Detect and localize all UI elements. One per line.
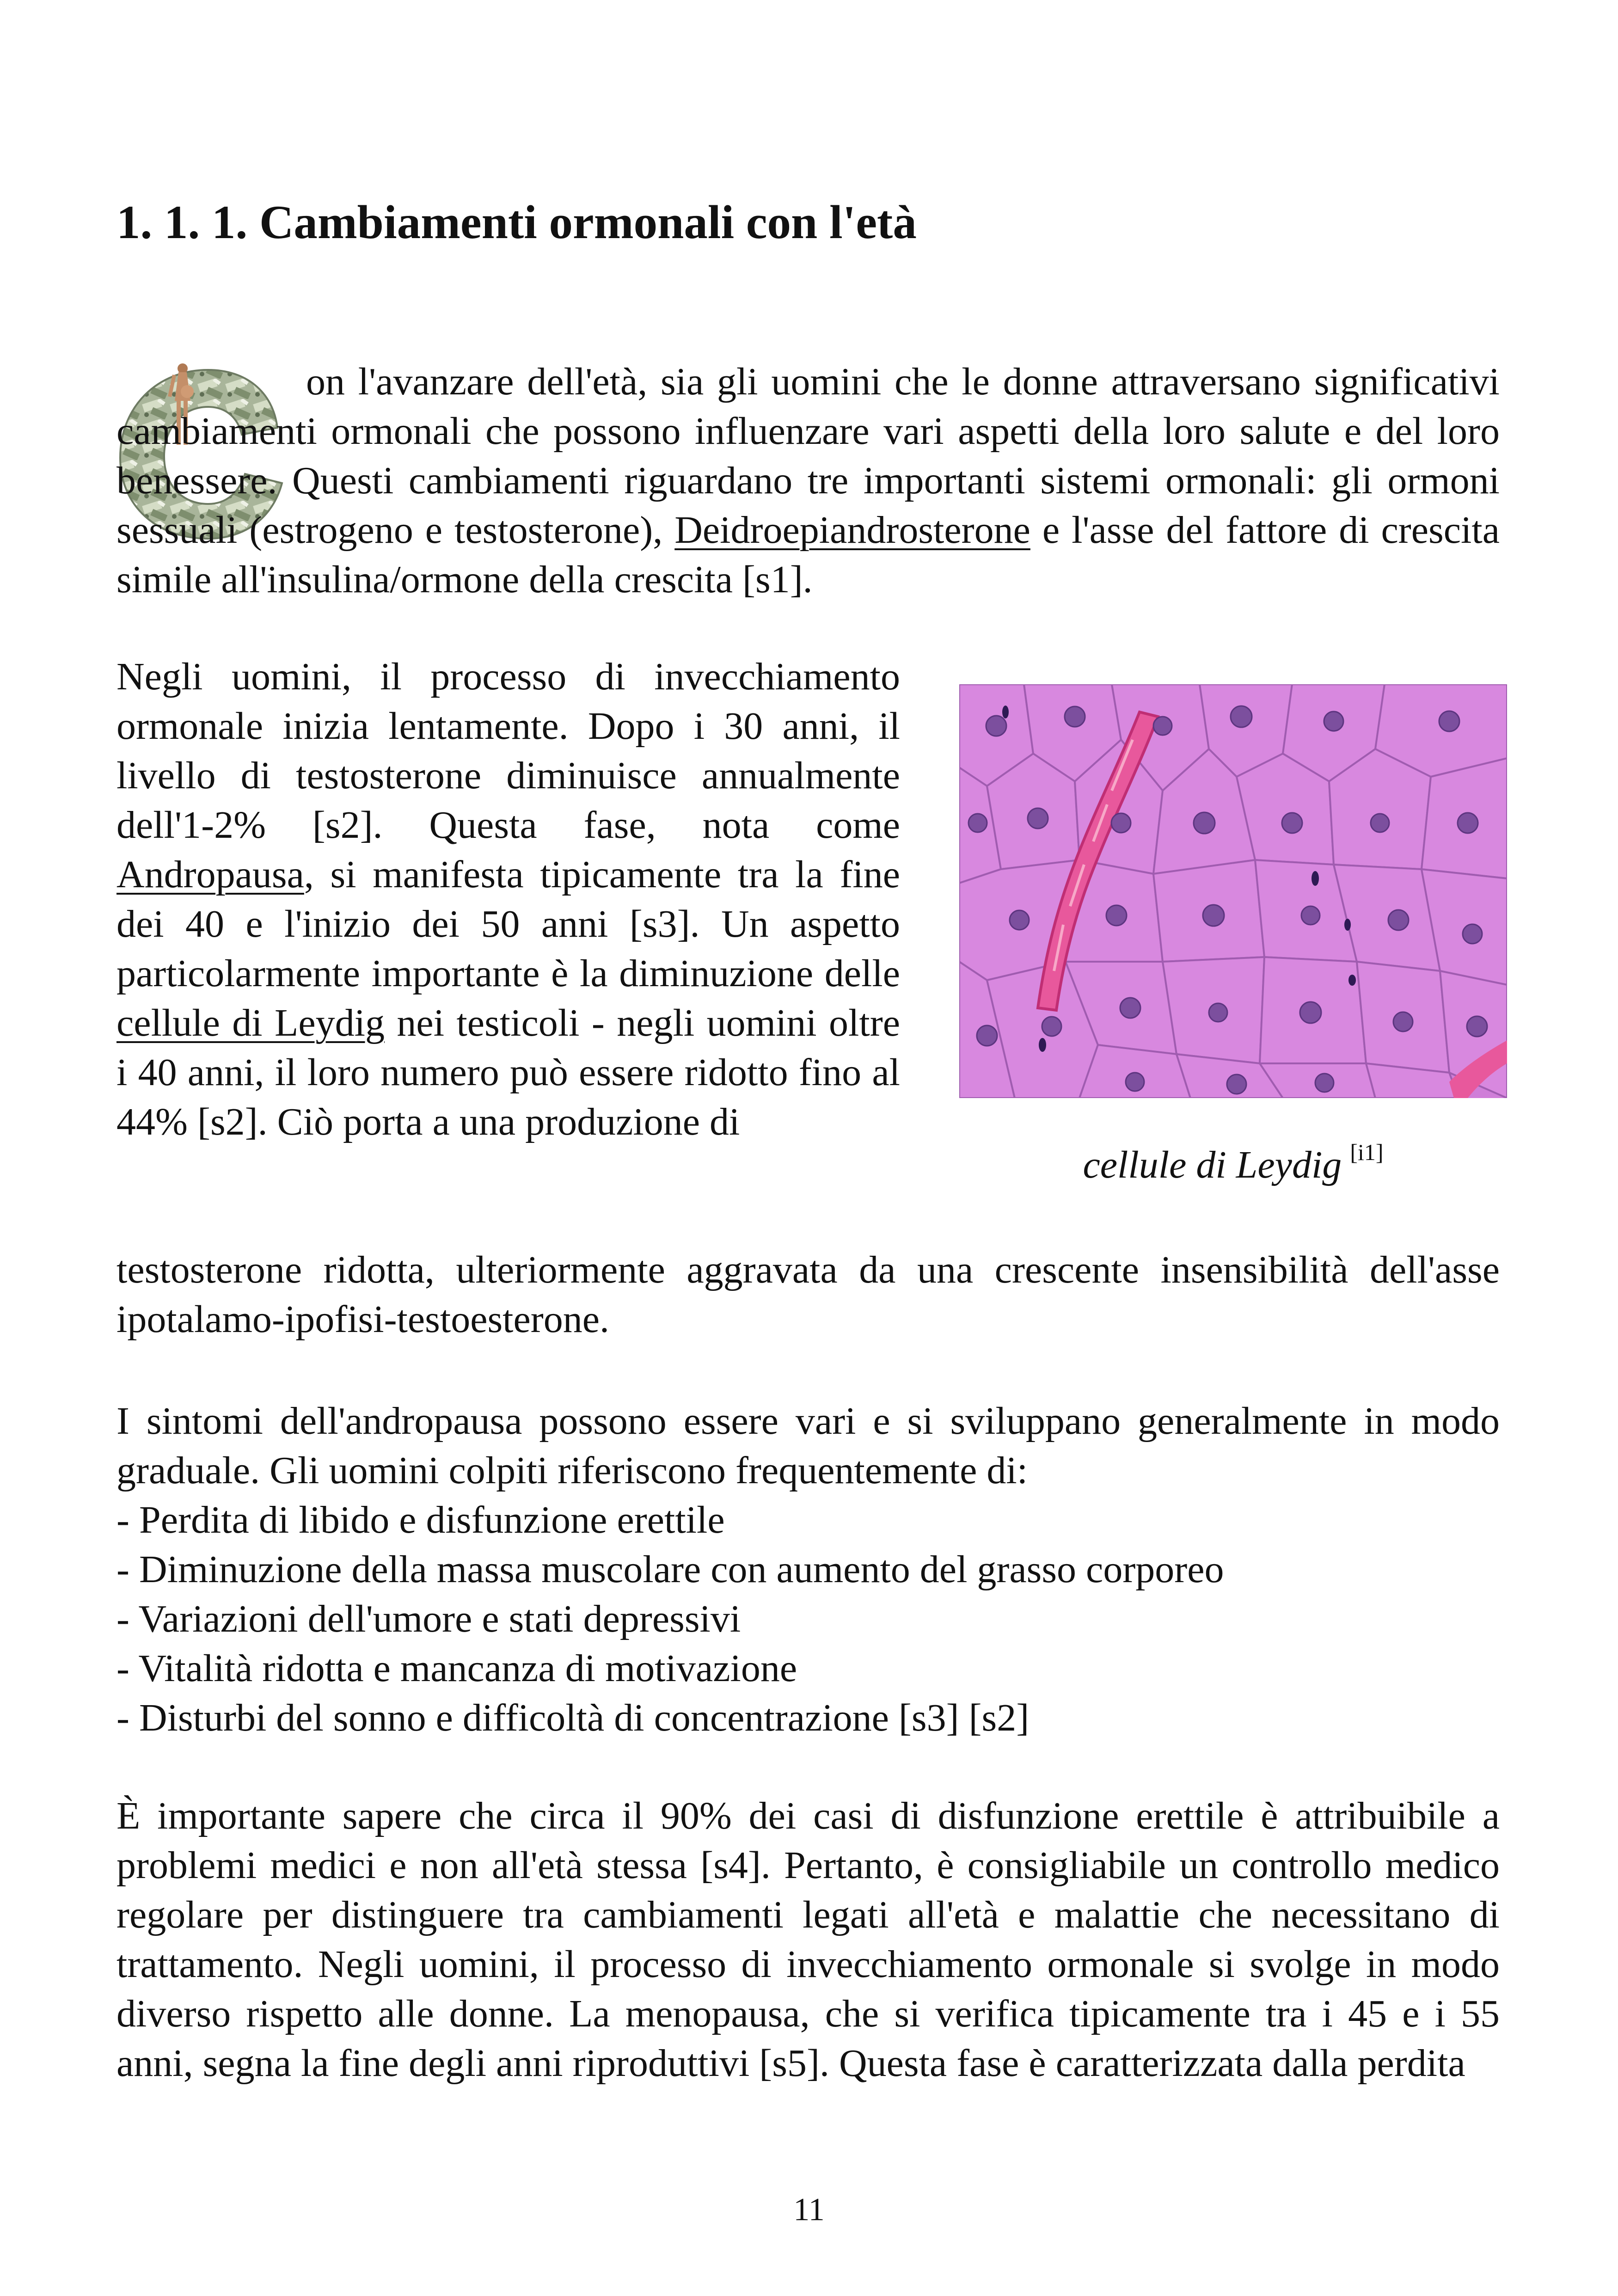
final-paragraph: È importante sapere che circa il 90% dei casi di disfunzione erettile è attribuibile a problemi medici e non all'età stessa [s4]. Pertanto, è consigliabile un controllo medico regolare per distinguere tra cambiamenti legati all'età e malattie che necessitano di trattamento. Negli uomini, il processo di invecchiamento ormonale si svolge in modo diverso rispetto alle donne. La menopausa, che si verifica tipicamente tra i 45 e i 55 anni, segna la fine degli anni riproduttivi [s5]. Questa fase è caratterizzata dalla perdita: [116, 1794, 1500, 2085]
page-number: 11: [793, 2192, 825, 2228]
men-text-2: , si manifesta tipicamente tra la fine dei 40 e l'inizio dei 50 anni [s3]. Un aspetto particolarmente importante è la diminuzione delle: [116, 853, 900, 995]
men-text-1: Negli uomini, il processo di invecchiamento ormonale inizia lentamente. Dopo i 30 anni, il livello di testosterone diminuisce annualmente dell'1-2% [s2]. Questa fase, nota come: [116, 655, 900, 847]
figure-caption: [959, 1139, 1507, 1189]
link-cellule-di-leydig[interactable]: cellule di Leydig: [116, 1001, 385, 1044]
list-item: - Vitalità ridotta e mancanza di motivazione: [116, 1647, 797, 1690]
men-paragraph-continuation: testosterone ridotta, ulteriormente aggravata da una crescente insensibilità dell'asse ipotalamo-ipofisi-testoesterone.: [116, 1248, 1500, 1341]
intro-paragraph: [116, 357, 1500, 604]
men-paragraph: [116, 652, 900, 1147]
symptoms-list: [116, 1495, 1224, 1743]
list-item: - Variazioni dell'umore e stati depressivi: [116, 1597, 741, 1640]
figure-reference: [i1]: [1350, 1139, 1384, 1165]
figure-caption-text: cellule di Leydig: [1083, 1143, 1342, 1186]
symptoms-intro: I sintomi dell'andropausa possono essere vari e si sviluppano generalmente in modo graduale. Gli uomini colpiti riferiscono frequentemente di:: [116, 1400, 1500, 1492]
intro-text-2: e l'asse del fattore di crescita simile all'insulina/ormone della crescita [s1].: [116, 509, 1500, 601]
link-deidroepiandrosterone[interactable]: Deidroepiandrosterone: [674, 509, 1030, 552]
link-andropausa[interactable]: Andropausa: [116, 853, 304, 896]
intro-text-1: on l'avanzare dell'età, sia gli uomini che le donne attraversano significativi cambiamenti ormonali che possono influenzare vari aspetti della loro salute e del loro benessere. Questi cambiamenti riguardano tre importanti sistemi ormonali: gli ormoni sessuali (estrogeno e testosterone),: [116, 360, 1500, 552]
men-text-3: nei testicoli - negli uomini oltre i 40 anni, il loro numero può essere ridotto fino al 44% [s2]. Ciò porta a una produzione di: [116, 1001, 900, 1143]
list-item: - Diminuzione della massa muscolare con aumento del grasso corporeo: [116, 1548, 1224, 1591]
list-item: - Perdita di libido e disfunzione erettile: [116, 1498, 725, 1541]
list-item: - Disturbi del sonno e difficoltà di concentrazione [s3] [s2]: [116, 1696, 1030, 1739]
section-heading: 1. 1. 1. Cambiamenti ormonali con l'età: [116, 196, 917, 249]
leydig-cells-image: [959, 684, 1507, 1098]
